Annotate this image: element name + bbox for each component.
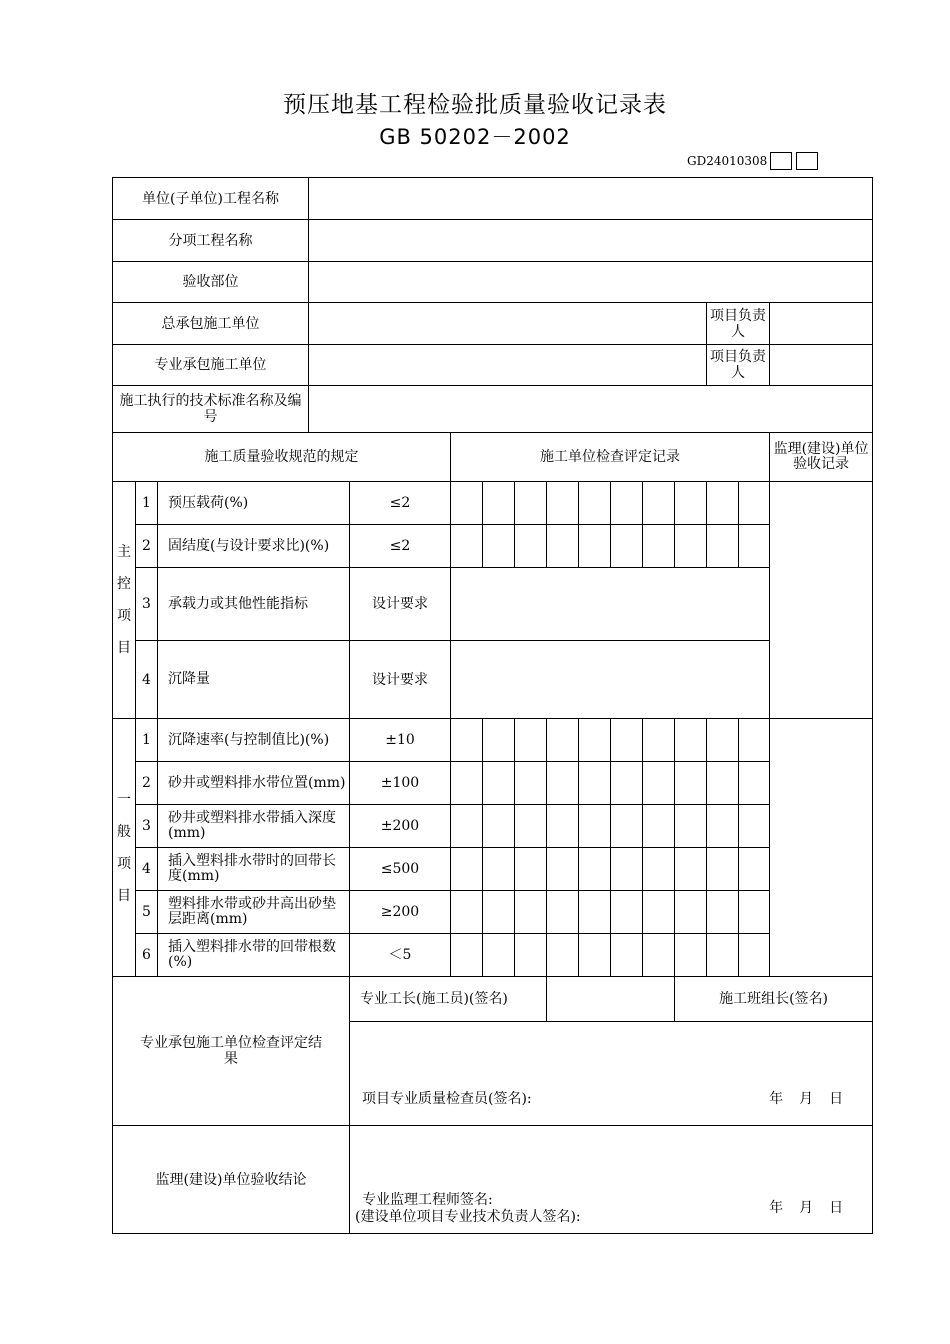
general-contractor-label: 总承包施工单位 xyxy=(113,303,309,345)
general-label xyxy=(113,719,136,977)
check-record-header: 施工单位检查评定记录 xyxy=(451,433,770,482)
general-char: 目 xyxy=(117,887,131,904)
item-name: 沉降量 xyxy=(158,641,350,719)
check-cell[interactable] xyxy=(611,525,643,568)
item-name: 砂井或塑料排水带插入深度(mm) xyxy=(158,805,350,848)
check-cell[interactable] xyxy=(739,848,770,891)
check-cell[interactable] xyxy=(579,762,611,805)
check-cell[interactable] xyxy=(451,482,483,525)
check-cell[interactable] xyxy=(643,762,675,805)
standard-code: GB 50202－2002 xyxy=(379,125,571,149)
check-cell[interactable] xyxy=(515,891,547,934)
form-code: GD24010308 xyxy=(687,154,768,168)
check-cell[interactable] xyxy=(707,891,739,934)
check-cell[interactable] xyxy=(579,805,611,848)
check-cell[interactable] xyxy=(451,848,483,891)
check-cell[interactable] xyxy=(643,482,675,525)
item-number: 4 xyxy=(136,848,158,891)
check-cell[interactable] xyxy=(675,934,707,977)
item-number: 2 xyxy=(136,762,158,805)
check-cell[interactable] xyxy=(611,762,643,805)
item-name: 塑料排水带或砂井高出砂垫层距离(mm) xyxy=(158,891,350,934)
form-code-box-2[interactable] xyxy=(796,152,818,170)
check-cell[interactable] xyxy=(707,762,739,805)
check-cell[interactable] xyxy=(675,525,707,568)
check-cell[interactable] xyxy=(739,719,770,762)
table-row xyxy=(113,568,873,641)
table-row xyxy=(113,934,873,977)
check-cell[interactable] xyxy=(579,848,611,891)
project-manager-label: 项目负责人 xyxy=(707,303,770,345)
owner-rep-signature-label: (建设单位项目专业技术负责人签名): xyxy=(355,1209,581,1225)
main-control-char: 主 xyxy=(117,544,131,560)
item-name: 预压载荷(%) xyxy=(158,482,350,525)
check-cell[interactable] xyxy=(515,525,547,568)
item-number: 1 xyxy=(136,482,158,525)
table-row xyxy=(113,848,873,891)
check-cell[interactable] xyxy=(675,805,707,848)
check-cell[interactable] xyxy=(547,891,579,934)
general-char: 一 xyxy=(117,791,131,808)
check-cell[interactable] xyxy=(579,482,611,525)
check-cell[interactable] xyxy=(643,805,675,848)
check-cell[interactable] xyxy=(707,934,739,977)
sub-project-label: 分项工程名称 xyxy=(113,220,309,262)
item-number: 4 xyxy=(136,641,158,719)
check-cell[interactable] xyxy=(515,762,547,805)
check-cell[interactable] xyxy=(451,525,483,568)
check-cell[interactable] xyxy=(547,848,579,891)
contractor-result-area[interactable] xyxy=(350,1022,873,1126)
table-row xyxy=(113,719,873,762)
engineer-signature-label: 专业监理工程师签名: xyxy=(362,1192,493,1208)
form-code-box-1[interactable] xyxy=(770,152,792,170)
inspector-signature-label: 项目专业质量检查员(签名): xyxy=(362,1091,532,1107)
check-cell[interactable] xyxy=(451,934,483,977)
check-cell[interactable] xyxy=(707,525,739,568)
item-name: 沉降速率(与控制值比)(%) xyxy=(158,719,350,762)
table-row xyxy=(113,482,873,525)
supervision-date: 年 月 日 xyxy=(769,1200,845,1216)
project-manager-label-2: 项目负责人 xyxy=(707,345,770,386)
item-limit: 设计要求 xyxy=(350,641,451,719)
item-limit: 设计要求 xyxy=(350,568,451,641)
foreman-label: 专业工长(施工员)(签名) xyxy=(350,977,547,1022)
check-cell[interactable] xyxy=(483,482,515,525)
check-cell[interactable] xyxy=(451,719,483,762)
check-cell[interactable] xyxy=(675,482,707,525)
item-number: 1 xyxy=(136,719,158,762)
check-cell[interactable] xyxy=(483,848,515,891)
check-cell[interactable] xyxy=(643,848,675,891)
check-cell[interactable] xyxy=(707,805,739,848)
item-limit: ≤500 xyxy=(350,848,451,891)
check-cell[interactable] xyxy=(483,805,515,848)
item-limit: ±200 xyxy=(350,805,451,848)
team-leader-label: 施工班组长(签名) xyxy=(675,977,873,1022)
inspection-form-table xyxy=(112,177,873,1234)
general-char: 般 xyxy=(117,823,131,840)
item-limit: ≥200 xyxy=(350,891,451,934)
check-cell[interactable] xyxy=(611,848,643,891)
check-cell[interactable] xyxy=(707,719,739,762)
main-control-char: 控 xyxy=(117,576,131,592)
item-name: 承载力或其他性能指标 xyxy=(158,568,350,641)
spec-header: 施工质量验收规范的规定 xyxy=(113,433,451,482)
item-limit: ±10 xyxy=(350,719,451,762)
item-limit: ±100 xyxy=(350,762,451,805)
specialty-contractor-value[interactable] xyxy=(309,345,707,386)
main-control-supervision[interactable] xyxy=(770,482,873,719)
check-cell[interactable] xyxy=(547,934,579,977)
check-cell[interactable] xyxy=(515,719,547,762)
item-name: 插入塑料排水带的回带根数(%) xyxy=(158,934,350,977)
check-cell[interactable] xyxy=(483,762,515,805)
check-cell[interactable] xyxy=(611,719,643,762)
form-title: 预压地基工程检验批质量验收记录表 xyxy=(283,92,667,118)
item-number: 3 xyxy=(136,805,158,848)
check-record-merged[interactable] xyxy=(451,641,770,719)
table-row xyxy=(113,891,873,934)
supervision-record-header: 监理(建设)单位验收记录 xyxy=(770,433,873,482)
acceptance-part-value[interactable] xyxy=(309,262,873,303)
check-cell[interactable] xyxy=(515,805,547,848)
item-name: 砂井或塑料排水带位置(mm) xyxy=(158,762,350,805)
acceptance-part-label: 验收部位 xyxy=(113,262,309,303)
check-cell[interactable] xyxy=(611,891,643,934)
project-manager-value[interactable] xyxy=(770,303,873,345)
check-cell[interactable] xyxy=(675,848,707,891)
table-row xyxy=(113,762,873,805)
check-cell[interactable] xyxy=(547,719,579,762)
check-cell[interactable] xyxy=(739,482,770,525)
check-cell[interactable] xyxy=(739,934,770,977)
supervision-result-area[interactable] xyxy=(350,1126,873,1234)
check-cell[interactable] xyxy=(515,934,547,977)
check-cell[interactable] xyxy=(515,482,547,525)
check-cell[interactable] xyxy=(739,525,770,568)
check-cell[interactable] xyxy=(483,934,515,977)
check-cell[interactable] xyxy=(611,934,643,977)
main-control-char: 项 xyxy=(117,608,131,624)
check-cell[interactable] xyxy=(547,805,579,848)
check-cell[interactable] xyxy=(707,482,739,525)
item-number: 6 xyxy=(136,934,158,977)
item-number: 3 xyxy=(136,568,158,641)
check-cell[interactable] xyxy=(579,934,611,977)
main-control-label xyxy=(113,482,136,719)
check-cell[interactable] xyxy=(579,891,611,934)
item-limit: ＜5 xyxy=(350,934,451,977)
specialty-contractor-label: 专业承包施工单位 xyxy=(113,345,309,386)
supervision-result-label: 监理(建设)单位验收结论 xyxy=(113,1126,350,1234)
item-name: 固结度(与设计要求比)(%) xyxy=(158,525,350,568)
project-manager-value-2[interactable] xyxy=(770,345,873,386)
item-number: 5 xyxy=(136,891,158,934)
check-cell[interactable] xyxy=(483,525,515,568)
check-cell[interactable] xyxy=(483,891,515,934)
check-cell[interactable] xyxy=(451,891,483,934)
item-number: 2 xyxy=(136,525,158,568)
check-cell[interactable] xyxy=(643,525,675,568)
check-cell[interactable] xyxy=(515,848,547,891)
foreman-signature[interactable] xyxy=(547,977,675,1022)
check-cell[interactable] xyxy=(643,719,675,762)
item-limit: ≤2 xyxy=(350,525,451,568)
standard-name-value[interactable] xyxy=(309,386,873,433)
check-cell[interactable] xyxy=(579,719,611,762)
contractor-result-label: 专业承包施工单位检查评定结果 xyxy=(113,977,350,1126)
item-name: 插入塑料排水带时的回带长度(mm) xyxy=(158,848,350,891)
check-cell[interactable] xyxy=(547,525,579,568)
table-row xyxy=(113,525,873,568)
check-cell[interactable] xyxy=(547,762,579,805)
check-cell[interactable] xyxy=(611,805,643,848)
check-cell[interactable] xyxy=(675,762,707,805)
check-cell[interactable] xyxy=(739,805,770,848)
general-contractor-value[interactable] xyxy=(309,303,707,345)
unit-project-value[interactable] xyxy=(309,178,873,220)
check-cell[interactable] xyxy=(707,848,739,891)
item-limit: ≤2 xyxy=(350,482,451,525)
check-cell[interactable] xyxy=(675,891,707,934)
check-cell[interactable] xyxy=(739,891,770,934)
contractor-date: 年 月 日 xyxy=(769,1091,845,1107)
check-record-merged[interactable] xyxy=(451,568,770,641)
check-cell[interactable] xyxy=(451,805,483,848)
check-cell[interactable] xyxy=(675,719,707,762)
check-cell[interactable] xyxy=(611,482,643,525)
general-supervision[interactable] xyxy=(770,719,873,977)
check-cell[interactable] xyxy=(483,719,515,762)
table-row xyxy=(113,641,873,719)
check-cell[interactable] xyxy=(643,891,675,934)
check-cell[interactable] xyxy=(547,482,579,525)
check-cell[interactable] xyxy=(643,934,675,977)
table-row xyxy=(113,805,873,848)
check-cell[interactable] xyxy=(739,762,770,805)
unit-project-label: 单位(子单位)工程名称 xyxy=(113,178,309,220)
sub-project-value[interactable] xyxy=(309,220,873,262)
standard-name-label: 施工执行的技术标准名称及编号 xyxy=(113,386,309,433)
check-cell[interactable] xyxy=(579,525,611,568)
check-cell[interactable] xyxy=(451,762,483,805)
main-control-char: 目 xyxy=(117,640,131,656)
general-char: 项 xyxy=(117,855,131,872)
